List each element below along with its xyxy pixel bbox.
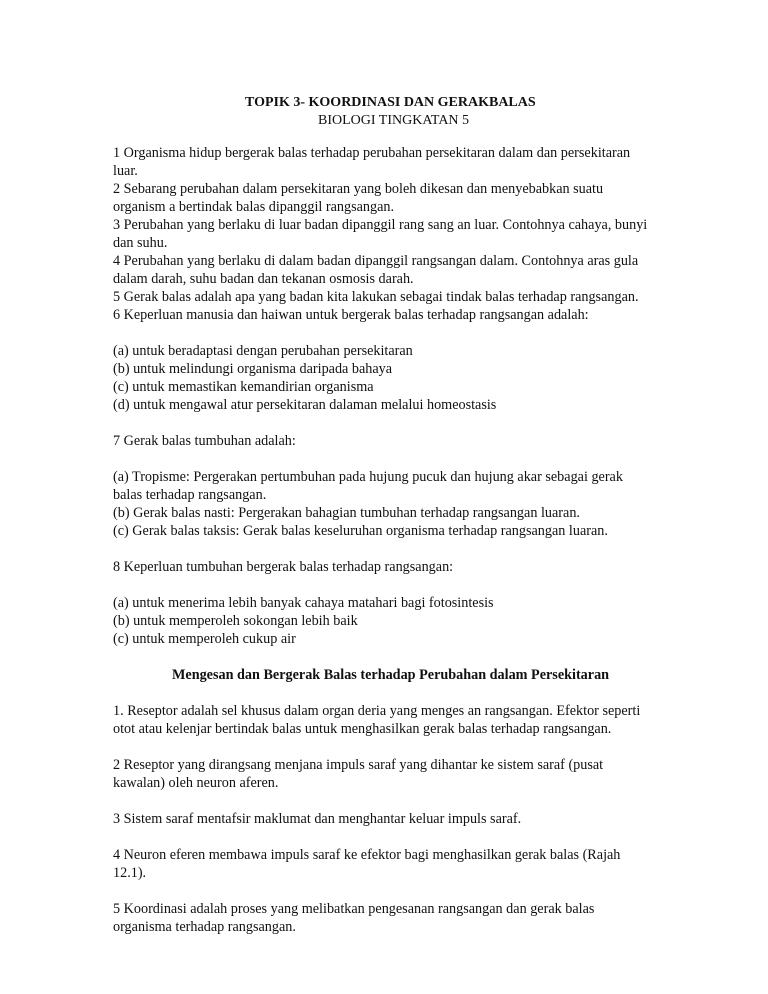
text-line: dalam darah, suhu badan dan tekanan osmosis darah. [113, 271, 414, 287]
spacer [113, 792, 673, 810]
list-item: (a) untuk menerima lebih banyak cahaya matahari bagi fotosintesis [113, 595, 494, 611]
text-line: kawalan) oleh neuron aferen. [113, 775, 279, 791]
text-line: organism a bertindak balas dipanggil rangsangan. [113, 199, 395, 215]
text-line: 1. Reseptor adalah sel khusus dalam organ deria yang menges an rangsangan. Efektor seperti [113, 703, 641, 719]
text-line: balas terhadap rangsangan. [113, 487, 267, 503]
document-subtitle: BIOLOGI TINGKATAN 5 [318, 113, 470, 128]
text-line: organisma terhadap rangsangan. [113, 919, 296, 935]
text-line: (a) Tropisme: Pergerakan pertumbuhan pada hujung pucuk dan hujung akar sebagai gerak [113, 469, 623, 485]
text-line: 1 Organisma hidup bergerak balas terhadap perubahan persekitaran dalam dan persekitaran [113, 145, 631, 161]
spacer [113, 828, 673, 846]
list-item: (b) untuk melindungi organisma daripada bahaya [113, 361, 393, 377]
text-line: 5 Koordinasi adalah proses yang melibatkan pengesanan rangsangan dan gerak balas [113, 901, 595, 917]
spacer [113, 684, 673, 702]
spacer [113, 882, 673, 900]
text-line: otot atau kelenjar bertindak balas untuk menghasilkan gerak balas terhadap rangsangan. [113, 721, 612, 737]
list-item: (c) untuk memperoleh cukup air [113, 631, 296, 647]
list-item: (d) untuk mengawal atur persekitaran dalaman melalui homeostasis [113, 397, 497, 413]
text-line: 4 Perubahan yang berlaku di dalam badan dipanggil rangsangan dalam. Contohnya aras gula [113, 253, 639, 269]
list-item: (c) untuk memastikan kemandirian organisma [113, 379, 374, 395]
text-line: 2 Reseptor yang dirangsang menjana impuls saraf yang dihantar ke sistem saraf (pusat [113, 757, 604, 773]
plant-response-heading: 7 Gerak balas tumbuhan adalah: [113, 433, 296, 449]
spacer [113, 540, 673, 558]
text-line: (c) Gerak balas taksis: Gerak balas keseluruhan organisma terhadap rangsangan luaran. [113, 523, 608, 539]
text-line: 5 Gerak balas adalah apa yang badan kita lakukan sebagai tindak balas terhadap rangsangan. [113, 289, 639, 305]
spacer [113, 414, 673, 432]
spacer [113, 576, 673, 594]
section-heading: Mengesan dan Bergerak Balas terhadap Perubahan dalam Persekitaran [172, 667, 610, 683]
text-line: 2 Sebarang perubahan dalam persekitaran yang boleh dikesan dan menyebabkan suatu [113, 181, 604, 197]
list-item: (a) untuk beradaptasi dengan perubahan persekitaran [113, 343, 413, 359]
text-line: 3 Sistem saraf mentafsir maklumat dan menghantar keluar impuls saraf. [113, 811, 522, 827]
text-line: (b) Gerak balas nasti: Pergerakan bahagian tumbuhan terhadap rangsangan luaran. [113, 505, 580, 521]
plant-needs-heading: 8 Keperluan tumbuhan bergerak balas terhadap rangsangan: [113, 559, 454, 575]
spacer [113, 450, 673, 468]
spacer [113, 324, 673, 342]
text-line: 3 Perubahan yang berlaku di luar badan dipanggil rang sang an luar. Contohnya cahaya, bunyi [113, 217, 648, 233]
spacer [113, 648, 673, 666]
text-line: dan suhu. [113, 235, 168, 251]
list-item: (b) untuk memperoleh sokongan lebih baik [113, 613, 358, 629]
text-line: 12.1). [113, 865, 147, 881]
document-body [113, 144, 673, 936]
spacer [113, 738, 673, 756]
document-title: TOPIK 3- KOORDINASI DAN GERAKBALAS [245, 95, 536, 110]
text-line: 6 Keperluan manusia dan haiwan untuk bergerak balas terhadap rangsangan adalah: [113, 307, 589, 323]
text-line: 4 Neuron eferen membawa impuls saraf ke efektor bagi menghasilkan gerak balas (Rajah [113, 847, 621, 863]
text-line: luar. [113, 163, 138, 179]
